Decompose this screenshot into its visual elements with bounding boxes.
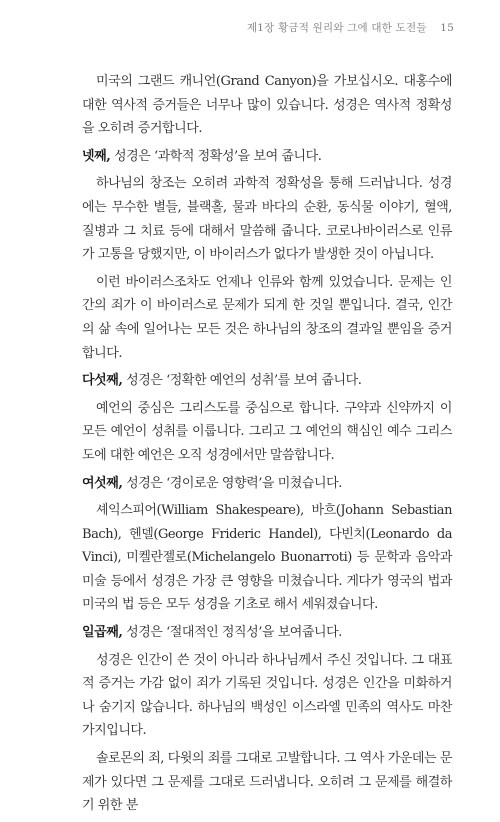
paragraph bbox=[82, 499, 452, 617]
paragraph bbox=[82, 172, 452, 266]
paragraph-text: 솔로몬의 죄, 다윗의 죄를 그대로 고발합니다. 그 역사 가운데는 문제가 있다면 그 문제를 그대로 드러냅니다. 오히려 그 문제를 해결하기 위한 분 bbox=[82, 751, 452, 814]
paragraph-text: 하나님의 창조는 오히려 과학적 정확성을 통해 드러납니다. 성경에는 무수한 별들, 블랙홀, 물과 바다의 순환, 동식물 이야기, 혈액, 질병과 그 치료 등에 대해서 말씀해 줍니다. 코로나바이러스로 인류가 고통을 당했지만, 이 바이러스가 없다가 발생한 것이 아닙니다. bbox=[82, 176, 452, 263]
paragraph bbox=[82, 271, 452, 365]
body-text bbox=[82, 70, 452, 822]
section-lead: 다섯째, bbox=[82, 373, 123, 389]
paragraph bbox=[82, 397, 452, 468]
paragraph bbox=[82, 70, 452, 141]
paragraph bbox=[82, 747, 452, 818]
paragraph-text: 성경은 인간이 쓴 것이 아니라 하나님께서 주신 것입니다. 그 대표적 증거는 가감 없이 죄가 기록된 것입니다. 성경은 인간을 미화하거나 숨기지 않습니다. 하나님의 백성인 이스라엘 민족의 역사도 마찬가지입니다. bbox=[82, 652, 452, 739]
section-lead: 일곱째, bbox=[82, 625, 123, 641]
paragraph-text: 이런 바이러스조차도 언제나 인류와 함께 있었습니다. 문제는 인간의 죄가 이 바이러스로 문제가 되게 한 것일 뿐입니다. 결국, 인간의 삶 속에 일어나는 모든 것은 하나님의 창조의 결과일 뿐임을 증거합니다. bbox=[82, 274, 452, 361]
section-lead: 넷째, bbox=[82, 148, 111, 164]
section-heading-text: 성경은 ‘경이로운 영향력’을 미쳤습니다. bbox=[122, 475, 342, 491]
chapter-label: 제1장 bbox=[246, 22, 275, 34]
paragraph-text: 미국의 그랜드 캐니언(Grand Canyon)을 가보십시오. 대홍수에 대한 역사적 증거들은 너무나 많이 있습니다. 성경은 역사적 정확성을 오히려 증거합니다. bbox=[82, 74, 452, 137]
section-heading bbox=[82, 145, 452, 169]
section-heading-text: 성경은 ‘과학적 정확성’을 보여 줍니다. bbox=[110, 148, 322, 164]
paragraph-text: 셰익스피어(William Shakespeare), 바흐(Johann Sebastian Bach), 헨델(George Frideric Handel), 다빈치(Leonardo da Vinci), 미켈란젤로(Michelangelo Buonarroti) 등 문학과 음악과 미술 등에서 성경은 가장 큰 영향을 미쳤습니다. 게다가 영국의 법과 미국의 법 등은 모두 성경을 기초로 해서 세워졌습니다. bbox=[82, 503, 452, 613]
section-heading bbox=[82, 472, 452, 496]
section-heading-text: 성경은 ‘절대적인 정직성’을 보여줍니다. bbox=[122, 625, 342, 641]
page-number: 15 bbox=[440, 22, 454, 34]
paragraph bbox=[82, 649, 452, 743]
section-heading-text: 성경은 ‘정확한 예언의 성취’를 보여 줍니다. bbox=[122, 373, 362, 389]
paragraph-text: 예언의 중심은 그리스도를 중심으로 합니다. 구약과 신약까지 이 모든 예언이 성취를 이룹니다. 그리고 그 예언의 핵심인 예수 그리스도에 대한 예언은 오직 성경에서만 말씀합니다. bbox=[82, 400, 452, 463]
running-header bbox=[247, 20, 454, 35]
section-heading bbox=[82, 369, 452, 393]
section-heading bbox=[82, 621, 452, 645]
chapter-title: 황금적 원리와 그에 대한 도전들 bbox=[278, 22, 427, 34]
section-lead: 여섯째, bbox=[82, 475, 123, 491]
